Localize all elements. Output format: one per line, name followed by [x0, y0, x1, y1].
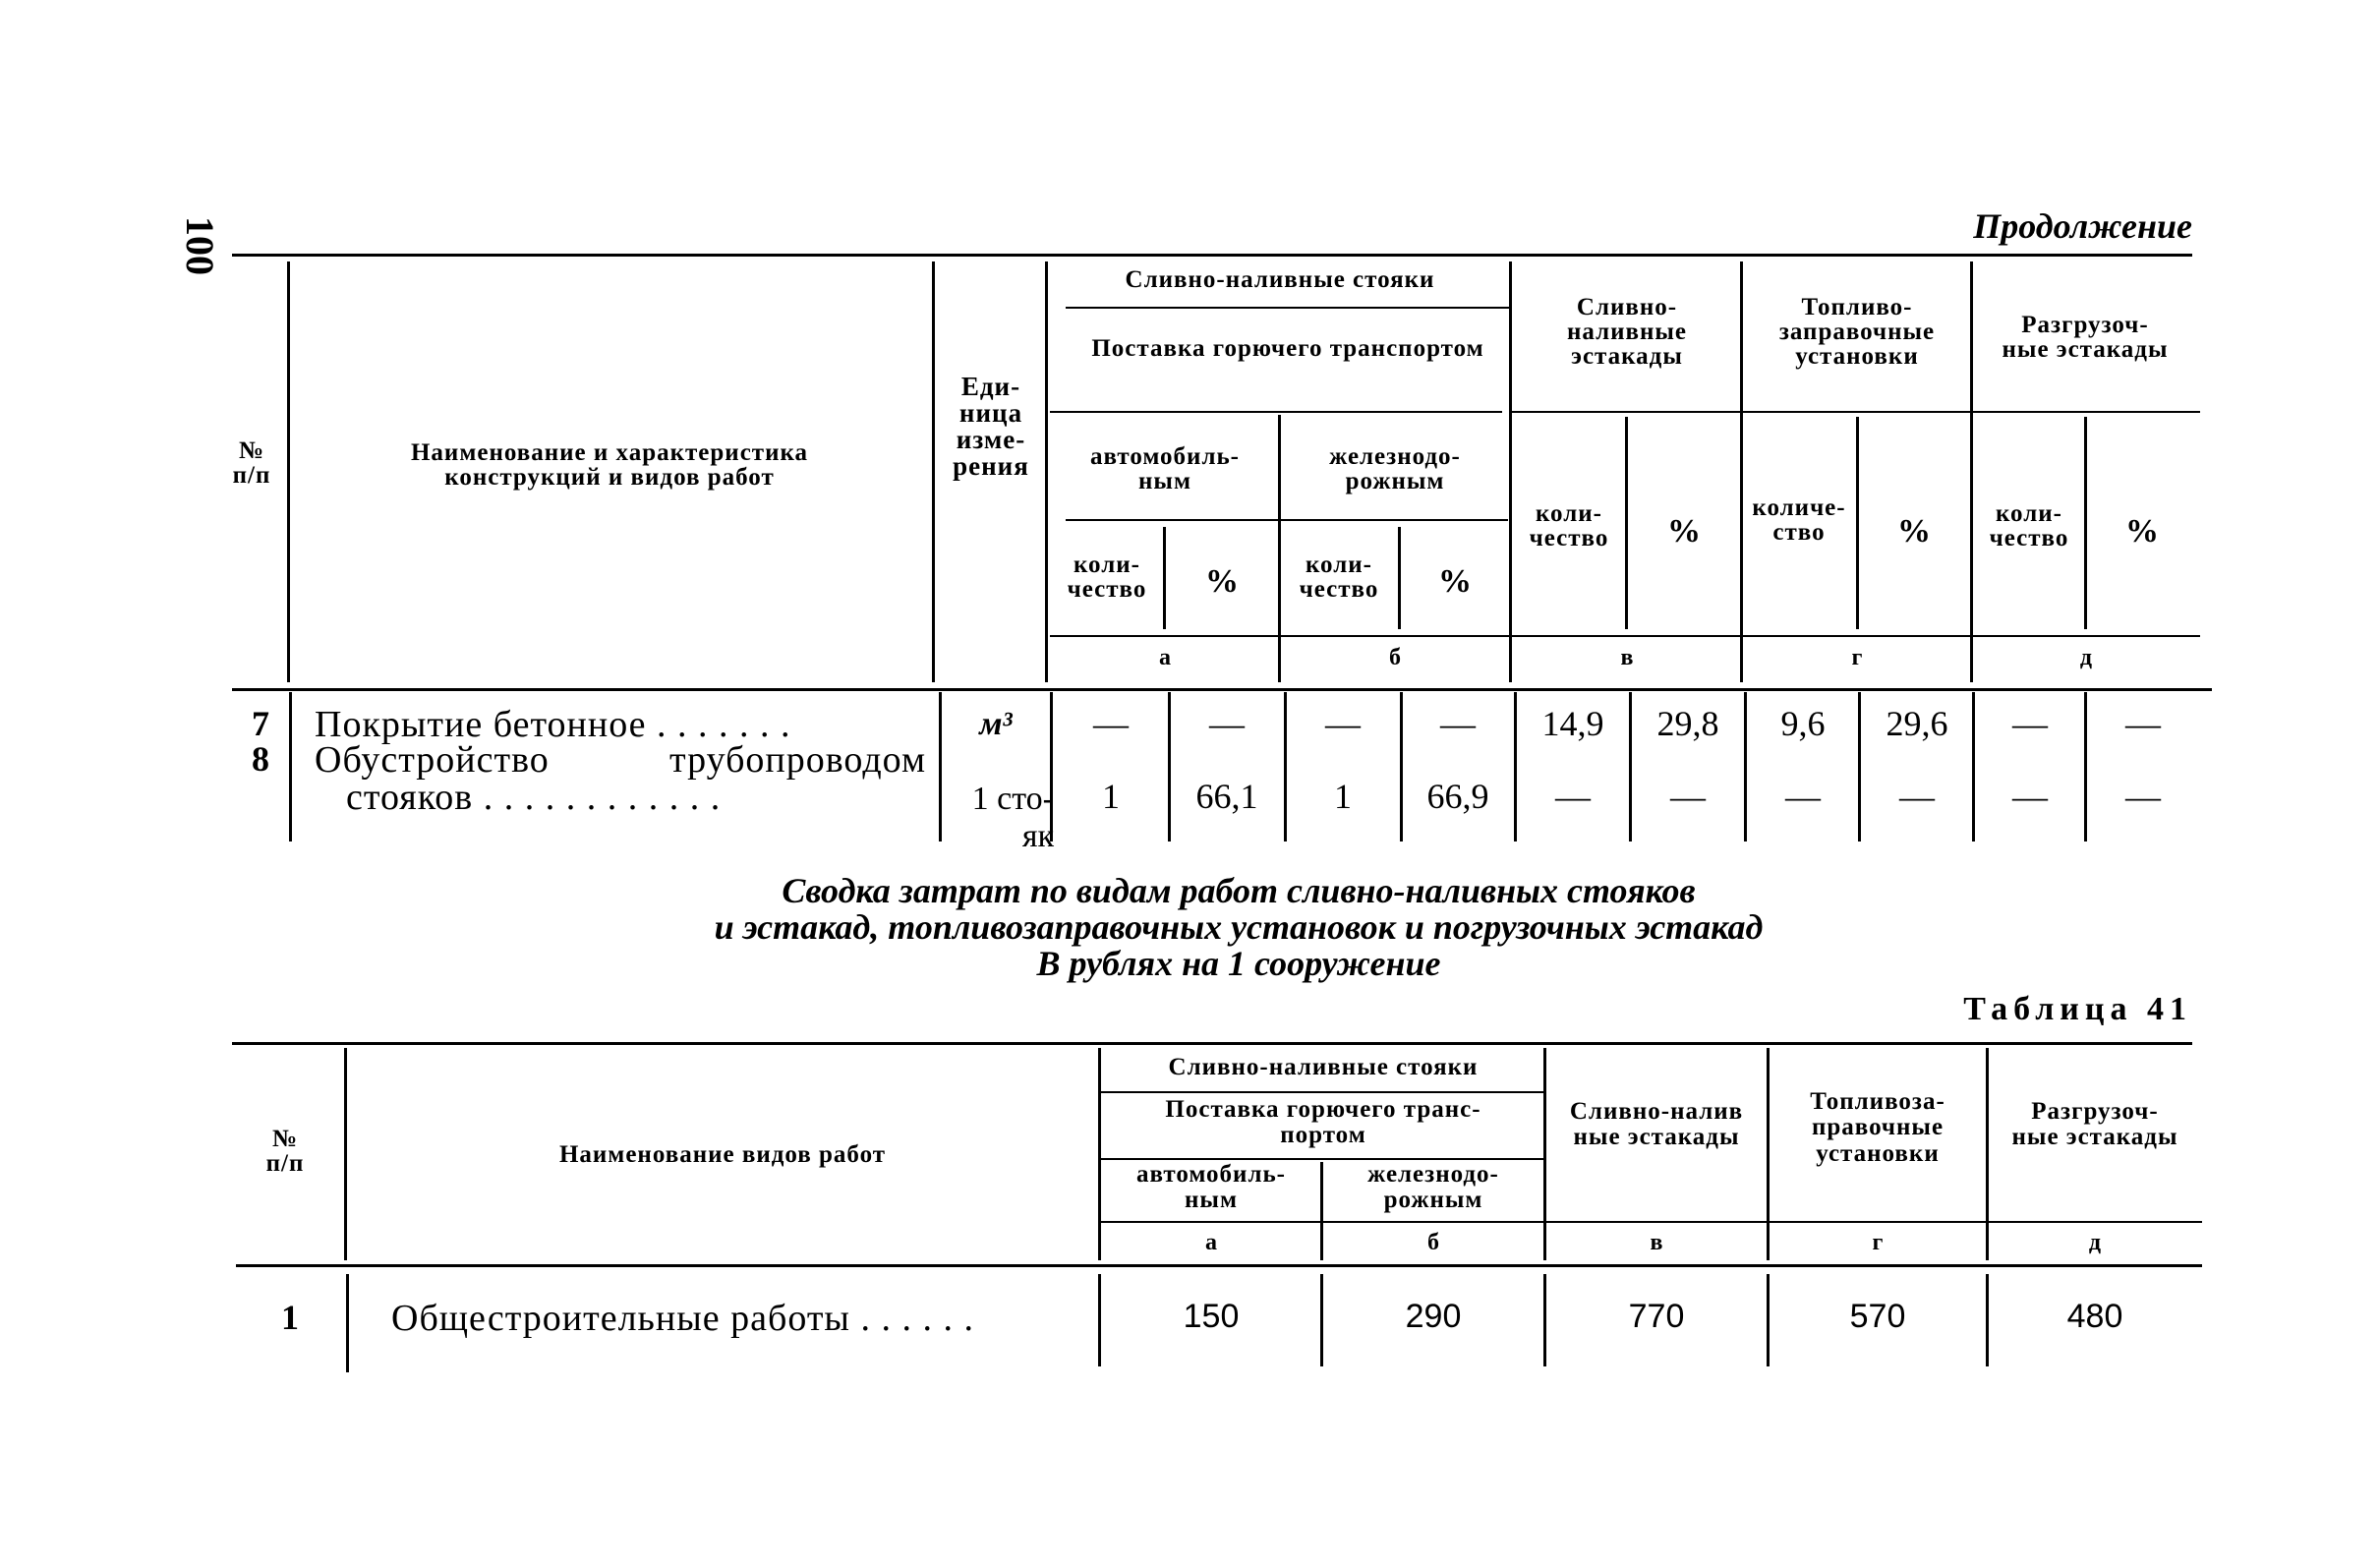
cell: 1: [1334, 777, 1352, 816]
header-qty-d: коли- чество: [1989, 500, 2069, 551]
header-qty-v: коли- чество: [1529, 500, 1609, 551]
t41-header-num: № п/п: [265, 1126, 305, 1177]
cell: 9,6: [1780, 704, 1826, 743]
header-group-supply: Поставка горючего транспортом: [1091, 335, 1484, 362]
row-name-continued: стояков . . . . . . . . . . . .: [346, 777, 722, 818]
cell: —: [1440, 704, 1476, 743]
cell: —: [1209, 704, 1245, 743]
col-letter-d: д: [2079, 645, 2093, 670]
cell: —: [2125, 777, 2161, 816]
t41-header-toplivo: Топливоза- правочные установки: [1810, 1088, 1945, 1167]
header-qty-a: коли- чество: [1067, 551, 1147, 603]
cell: —: [1325, 704, 1361, 743]
cell: —: [2012, 777, 2048, 816]
cell: —: [1093, 704, 1129, 743]
t41-col-letter-b: б: [1427, 1230, 1439, 1255]
cell: 1: [1102, 777, 1120, 816]
header-razgruz: Разгрузоч- ные эстакады: [2002, 312, 2169, 363]
row-num: 8: [252, 739, 269, 779]
header-rail: железнодо- рожным: [1329, 443, 1461, 494]
cell: —: [2012, 704, 2048, 743]
row-num: 1: [281, 1298, 299, 1337]
summary-title-line1: Сводка затрат по видам работ сливно-наливных стояков: [782, 871, 1696, 910]
header-pct-v: %: [1667, 513, 1701, 550]
row-num: 7: [252, 704, 269, 743]
row-unit: 1 сто- як: [971, 781, 1054, 855]
cell: 570: [1849, 1298, 1906, 1335]
header-pct-d: %: [2125, 513, 2159, 550]
continuation-label: Продолжение: [1973, 206, 2192, 246]
cell: 770: [1628, 1298, 1685, 1335]
header-unit: Еди- ница изме- рения: [953, 372, 1029, 481]
t41-col-letter-d: д: [2088, 1230, 2102, 1255]
t41-header-estakady: Сливно-налив ные эстакады: [1569, 1098, 1744, 1151]
t41-col-letter-v: в: [1650, 1230, 1663, 1255]
t41-header-group-supply: Поставка горючего транс- портом: [1165, 1096, 1481, 1149]
header-pct-b: %: [1438, 563, 1472, 600]
cell: 290: [1405, 1298, 1462, 1335]
cell: —: [1785, 777, 1821, 816]
row-unit: м³: [979, 706, 1013, 742]
cell: —: [1555, 777, 1591, 816]
header-pct-a: %: [1205, 563, 1239, 600]
page-number: 100: [178, 216, 222, 275]
col-letter-g: г: [1851, 645, 1863, 670]
summary-title-line2: и эстакад, топливозаправочных установок и погрузочных эстакад: [714, 907, 1764, 947]
t41-col-letter-g: г: [1872, 1230, 1884, 1255]
t41-header-name: Наименование видов работ: [558, 1141, 887, 1168]
header-qty-b: коли- чество: [1299, 551, 1379, 603]
t41-header-auto: автомобиль- ным: [1135, 1161, 1287, 1214]
header-auto: автомобиль- ным: [1089, 443, 1241, 494]
col-letter-b: б: [1389, 645, 1401, 670]
header-qty-g: количе- ство: [1752, 494, 1846, 546]
summary-title-line3: В рублях на 1 сооружение: [1036, 944, 1441, 983]
t41-col-letter-a: а: [1205, 1230, 1217, 1255]
t41-header-razgruz: Разгрузоч- ные эстакады: [2011, 1098, 2178, 1151]
row-name: Покрытие бетонное . . . . . . .: [315, 704, 791, 745]
cell: 29,6: [1886, 704, 1948, 743]
header-num: № п/п: [232, 437, 271, 489]
cell: —: [1899, 777, 1935, 816]
cell: 480: [2066, 1298, 2123, 1335]
header-name: Наименование и характеристика конструкций и видов работ: [410, 439, 809, 491]
row-name: Общестроительные работы . . . . . .: [391, 1298, 974, 1339]
cell: 29,8: [1656, 704, 1719, 743]
table-label: Таблица 41: [1963, 991, 2192, 1027]
t41-header-group-stoyki: Сливно-наливные стояки: [1168, 1054, 1479, 1080]
t41-header-rail: железнодо- рожным: [1367, 1161, 1499, 1214]
cell: —: [1670, 777, 1706, 816]
header-toplivo: Топливо- заправочные установки: [1778, 294, 1936, 370]
cell: 66,9: [1426, 777, 1489, 816]
header-estakady: Сливно- наливные эстакады: [1566, 294, 1688, 370]
col-letter-v: в: [1620, 645, 1634, 670]
header-pct-g: %: [1897, 513, 1931, 550]
cell: 150: [1183, 1298, 1240, 1335]
col-letter-a: а: [1159, 645, 1171, 670]
row-name: Обустройство трубопроводом: [315, 739, 926, 781]
header-group-stoyki: Сливно-наливные стояки: [1125, 266, 1435, 293]
cell: —: [2125, 704, 2161, 743]
cell: 14,9: [1541, 704, 1604, 743]
cell: 66,1: [1195, 777, 1258, 816]
